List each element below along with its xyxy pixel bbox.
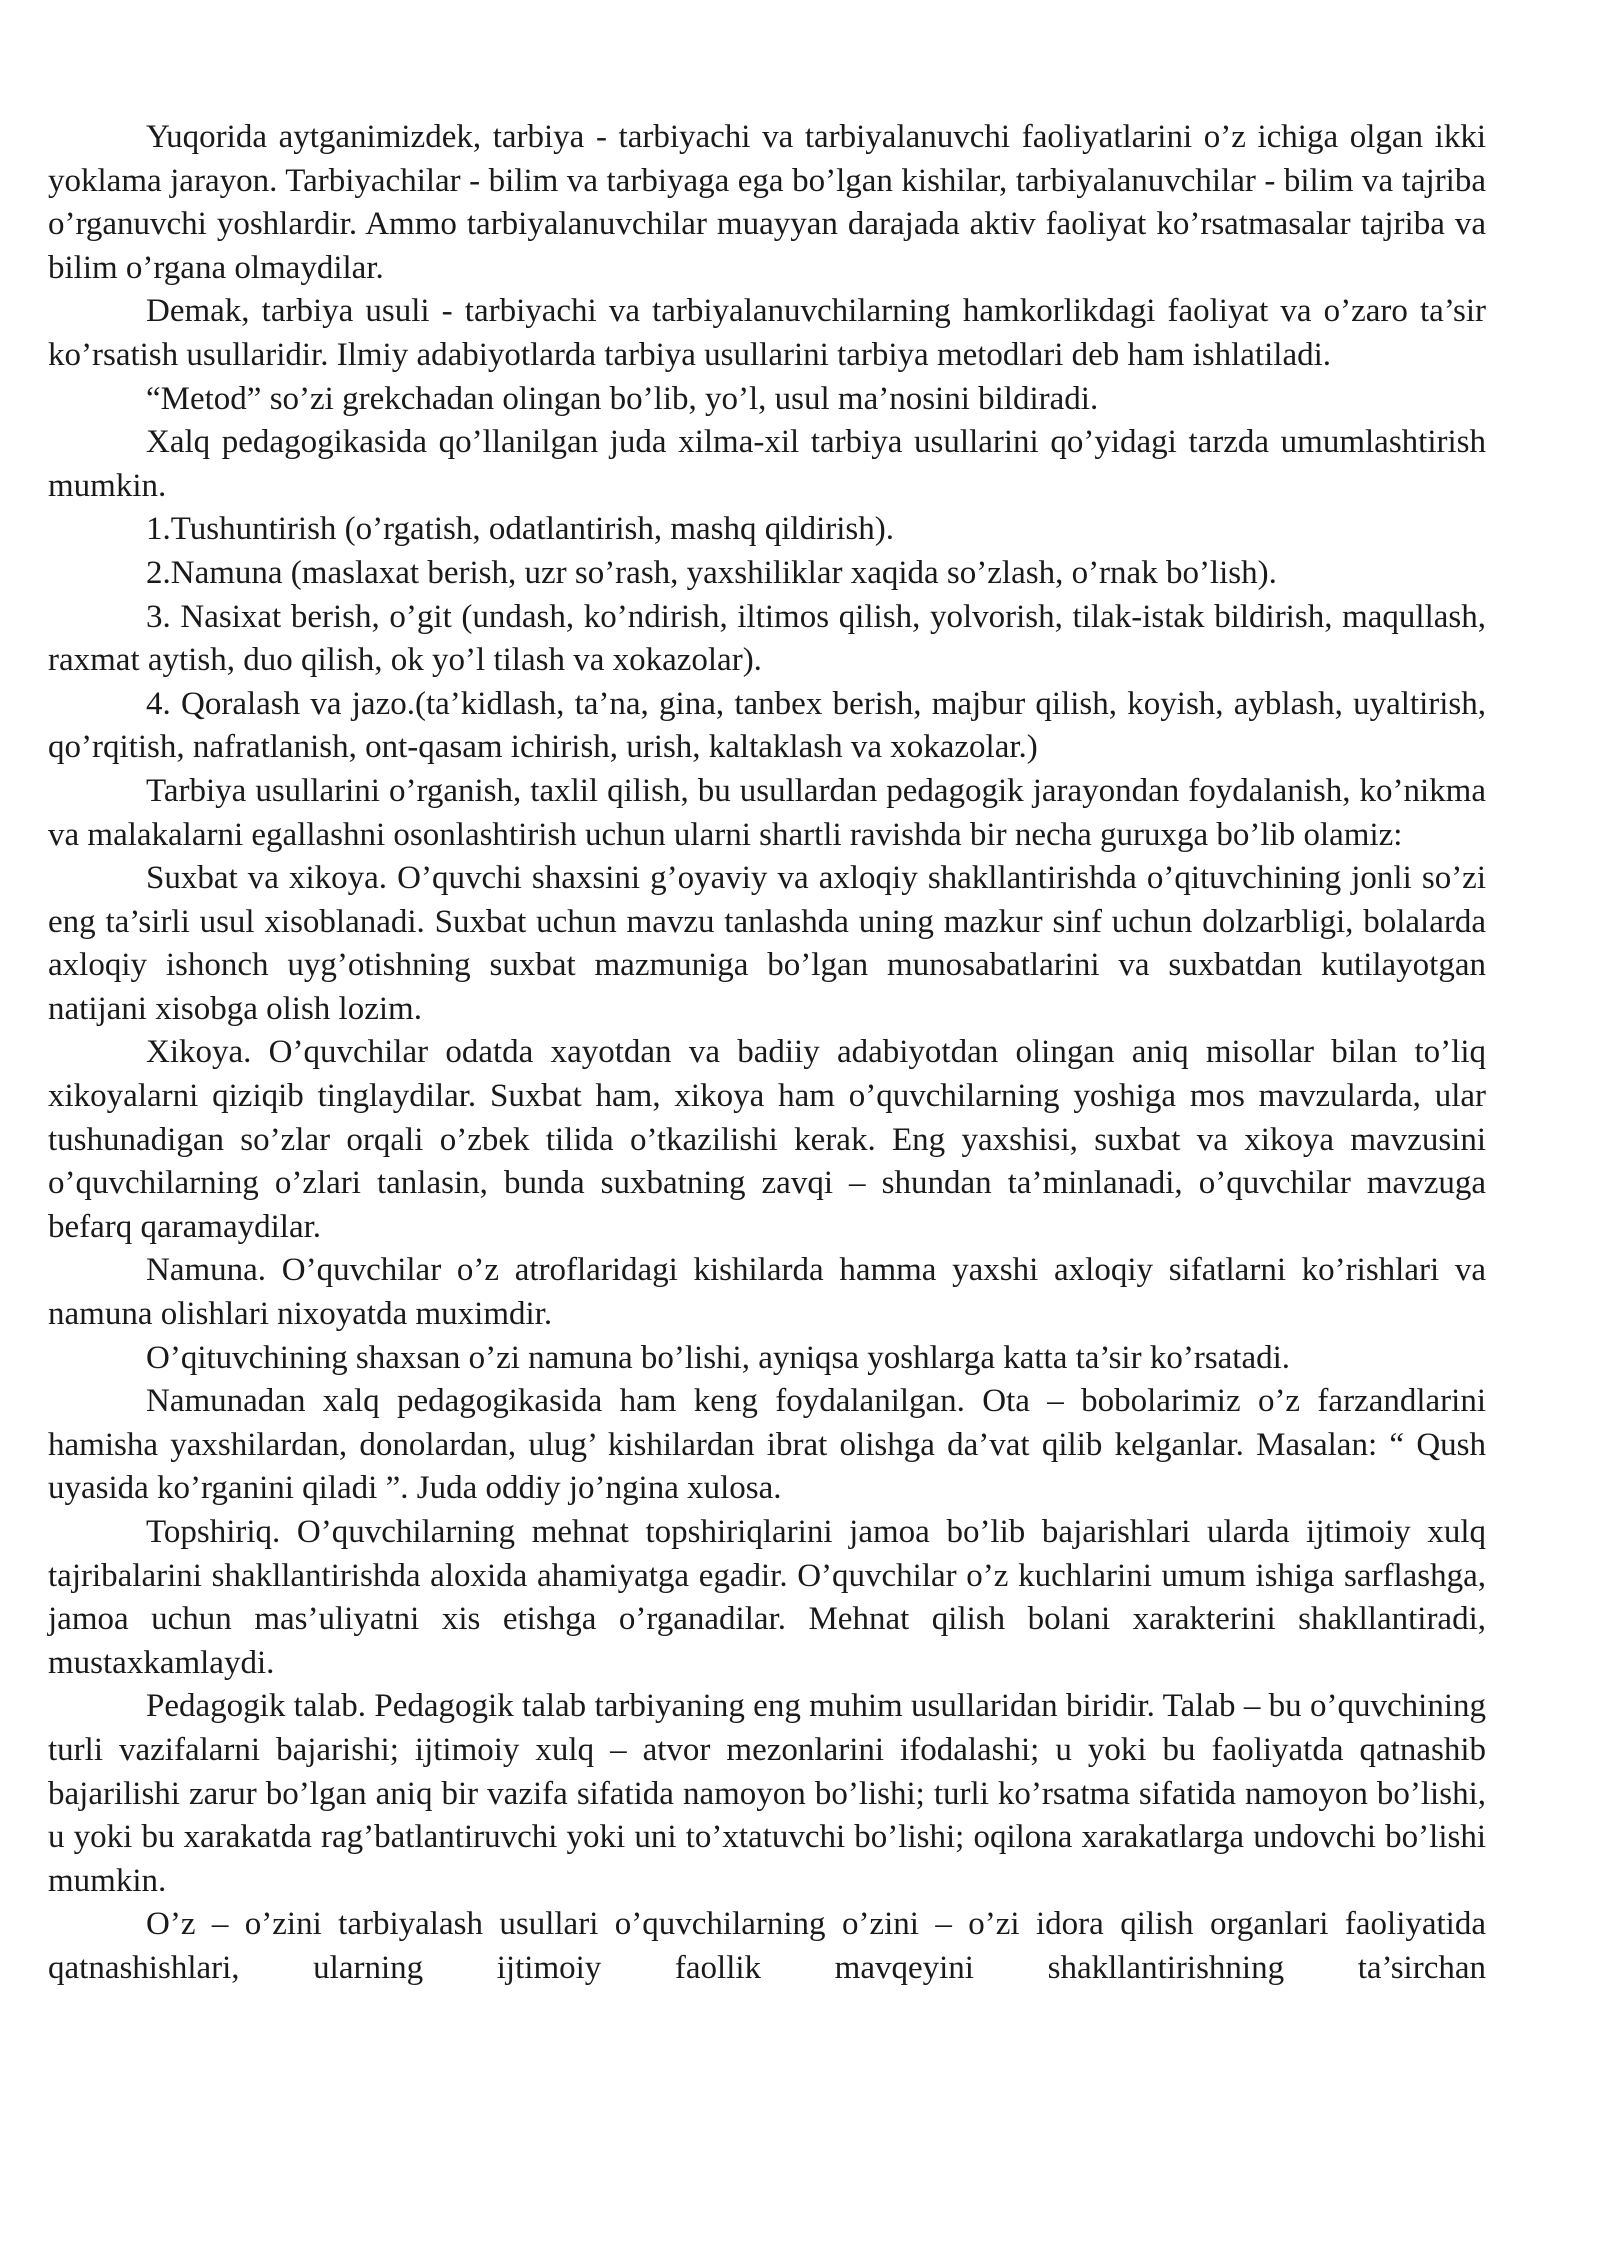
paragraph-namuna: Namuna. O’quvchilar o’z atroflaridagi kishilarda hamma yaxshi axloqiy sifatlarni ko’rishlari va namuna olishlari nixoyatda muximdir.: [48, 1252, 1486, 1333]
paragraph-usullar-guruxi: Tarbiya usullarini o’rganish, taxlil qilish, bu usullardan pedagogik jarayondan foydalanish, ko’nikma va malakalarni egallashni osonlashtirish uchun ularni shartli ravishda bir necha guruxga bo’lib olamiz:: [48, 772, 1486, 853]
paragraph-xalq-pedagogikasi: Xalq pedagogikasida qo’llanilgan juda xilma-xil tarbiya usullarini qo’yidagi tarzda umumlashtirish mumkin.: [48, 424, 1486, 504]
paragraph-namunadan-foydalanish: Namunadan xalq pedagogikasida ham keng foydalanilgan. Ota – bobolarimiz o’z farzandlarini hamisha yaxshilardan, donolardan, ulug’ kishilardan ibrat olishga da’vat qilib kelganlar. Masalan: “ Qush uyasida ko’rganini qiladi ”. Juda oddiy jo’ngina xulosa.: [48, 1383, 1486, 1507]
list-item-nasixat: 3. Nasixat berish, o’git (undash, ko’ndirish, iltimos qilish, yolvorish, tilak-istak bildirish, maqullash, raxmat aytish, duo qilish, ok yo’l tilash va xokazolar).: [48, 598, 1486, 679]
paragraph-oqituvchi-namuna: O’qituvchining shaxsan o’zi namuna bo’lishi, ayniqsa yoshlarga katta ta’sir ko’rsatadi.: [146, 1339, 1291, 1376]
paragraph-tarbiya-usuli: Demak, tarbiya usuli - tarbiyachi va tarbiyalanuvchilarning hamkorlikdagi faoliyat va o’zaro ta’sir ko’rsatish usullaridir. Ilmiy adabiyotlarda tarbiya usullarini tarbiya metodlari deb ham ishlatiladi.: [48, 293, 1486, 373]
paragraph-metod: “Metod” so’zi grekchadan olingan bo’lib, yo’l, usul ma’nosini bildiradi.: [146, 380, 1099, 417]
list-item-tushuntirish: 1.Tushuntirish (o’rgatish, odatlantirish, mashq qildirish).: [146, 511, 894, 548]
document-page: [48, 116, 1486, 1991]
paragraph-tarbiya-jarayon: Yuqorida aytganimizdek, tarbiya - tarbiyachi va tarbiyalanuvchi faoliyatlarini o’z ichiga olgan ikki yoklama jarayon. Tarbiyachilar - bilim va tarbiyaga ega bo’lgan kishilar, tarbiyalanuvchilar - bilim va tajriba o’rganuvchi yoshlardir. Ammo tarbiyalanuvchilar muayyan darajada aktiv faoliyat ko’rsatmasalar tajriba va bilim o’rgana olmaydilar.: [48, 119, 1486, 286]
list-item-qoralash: 4. Qoralash va jazo.(ta’kidlash, ta’na, gina, tanbex berish, majbur qilish, koyish, ayblash, uyaltirish, qo’rqitish, nafratlanish, ont-qasam ichirish, urish, kaltaklash va xokazolar.): [48, 685, 1486, 766]
list-item-namuna: 2.Namuna (maslaxat berish, uzr so’rash, yaxshiliklar xaqida so’zlash, o’rnak bo’lish).: [146, 554, 1277, 591]
paragraph-oz-ozini-tarbiyalash: O’z – o’zini tarbiyalash usullari o’quvchilarning o’zini – o’zi idora qilish organlari faoliyatida qatnashishlari, ularning ijtimoiy faollik mavqeyini shakllantirishning ta’sirchan: [48, 1906, 1486, 1986]
paragraph-suxbat: Suxbat va xikoya. O’quvchi shaxsini g’oyaviy va axloqiy shakllantirishda o’qituvchining jonli so’zi eng ta’sirli usul xisoblanadi. Suxbat uchun mavzu tanlashda uning mazkur sinf uchun dolzarbligi, bolalarda axloqiy ishonch uyg’otishning suxbat mazmuniga bo’lgan munosabatlarini va suxbatdan kutilayotgan natijani xisobga olish lozim.: [48, 860, 1486, 1027]
paragraph-topshiriq: Topshiriq. O’quvchilarning mehnat topshiriqlarini jamoa bo’lib bajarishlari ularda ijtimoiy xulq tajribalarini shakllantirishda aloxida ahamiyatga egadir. O’quvchilar o’z kuchlarini umum ishiga sarflashga, jamoa uchun mas’uliyatni xis etishga o’rganadilar. Mehnat qilish bolani xarakterini shakllantiradi, mustaxkamlaydi.: [48, 1514, 1486, 1681]
paragraph-xikoya: Xikoya. O’quvchilar odatda xayotdan va badiiy adabiyotdan olingan aniq misollar bilan to’liq xikoyalarni qiziqib tinglaydilar. Suxbat ham, xikoya ham o’quvchilarning yoshiga mos mavzularda, ular tushunadigan so’zlar orqali o’zbek tilida o’tkazilishi kerak. Eng yaxshisi, suxbat va xikoya mavzusini o’quvchilarning o’zlari tanlasin, bunda suxbatning zavqi – shundan ta’minlanadi, o’quvchilar mavzuga befarq qaramaydilar.: [48, 1034, 1486, 1245]
paragraph-pedagogik-talab: Pedagogik talab. Pedagogik talab tarbiyaning eng muhim usullaridan biridir. Talab – bu o’quvchining turli vazifalarni bajarishi; ijtimoiy xulq – atvor mezonlarini ifodalashi; u yoki bu faoliyatda qatnashib bajarilishi zarur bo’lgan aniq bir vazifa sifatida namoyon bo’lishi; turli ko’rsatma sifatida namoyon bo’lishi, u yoki bu xarakatda rag’batlantiruvchi yoki uni to’xtatuvchi bo’lishi; oqilona xarakatlarga undovchi bo’lishi mumkin.: [48, 1688, 1486, 1899]
